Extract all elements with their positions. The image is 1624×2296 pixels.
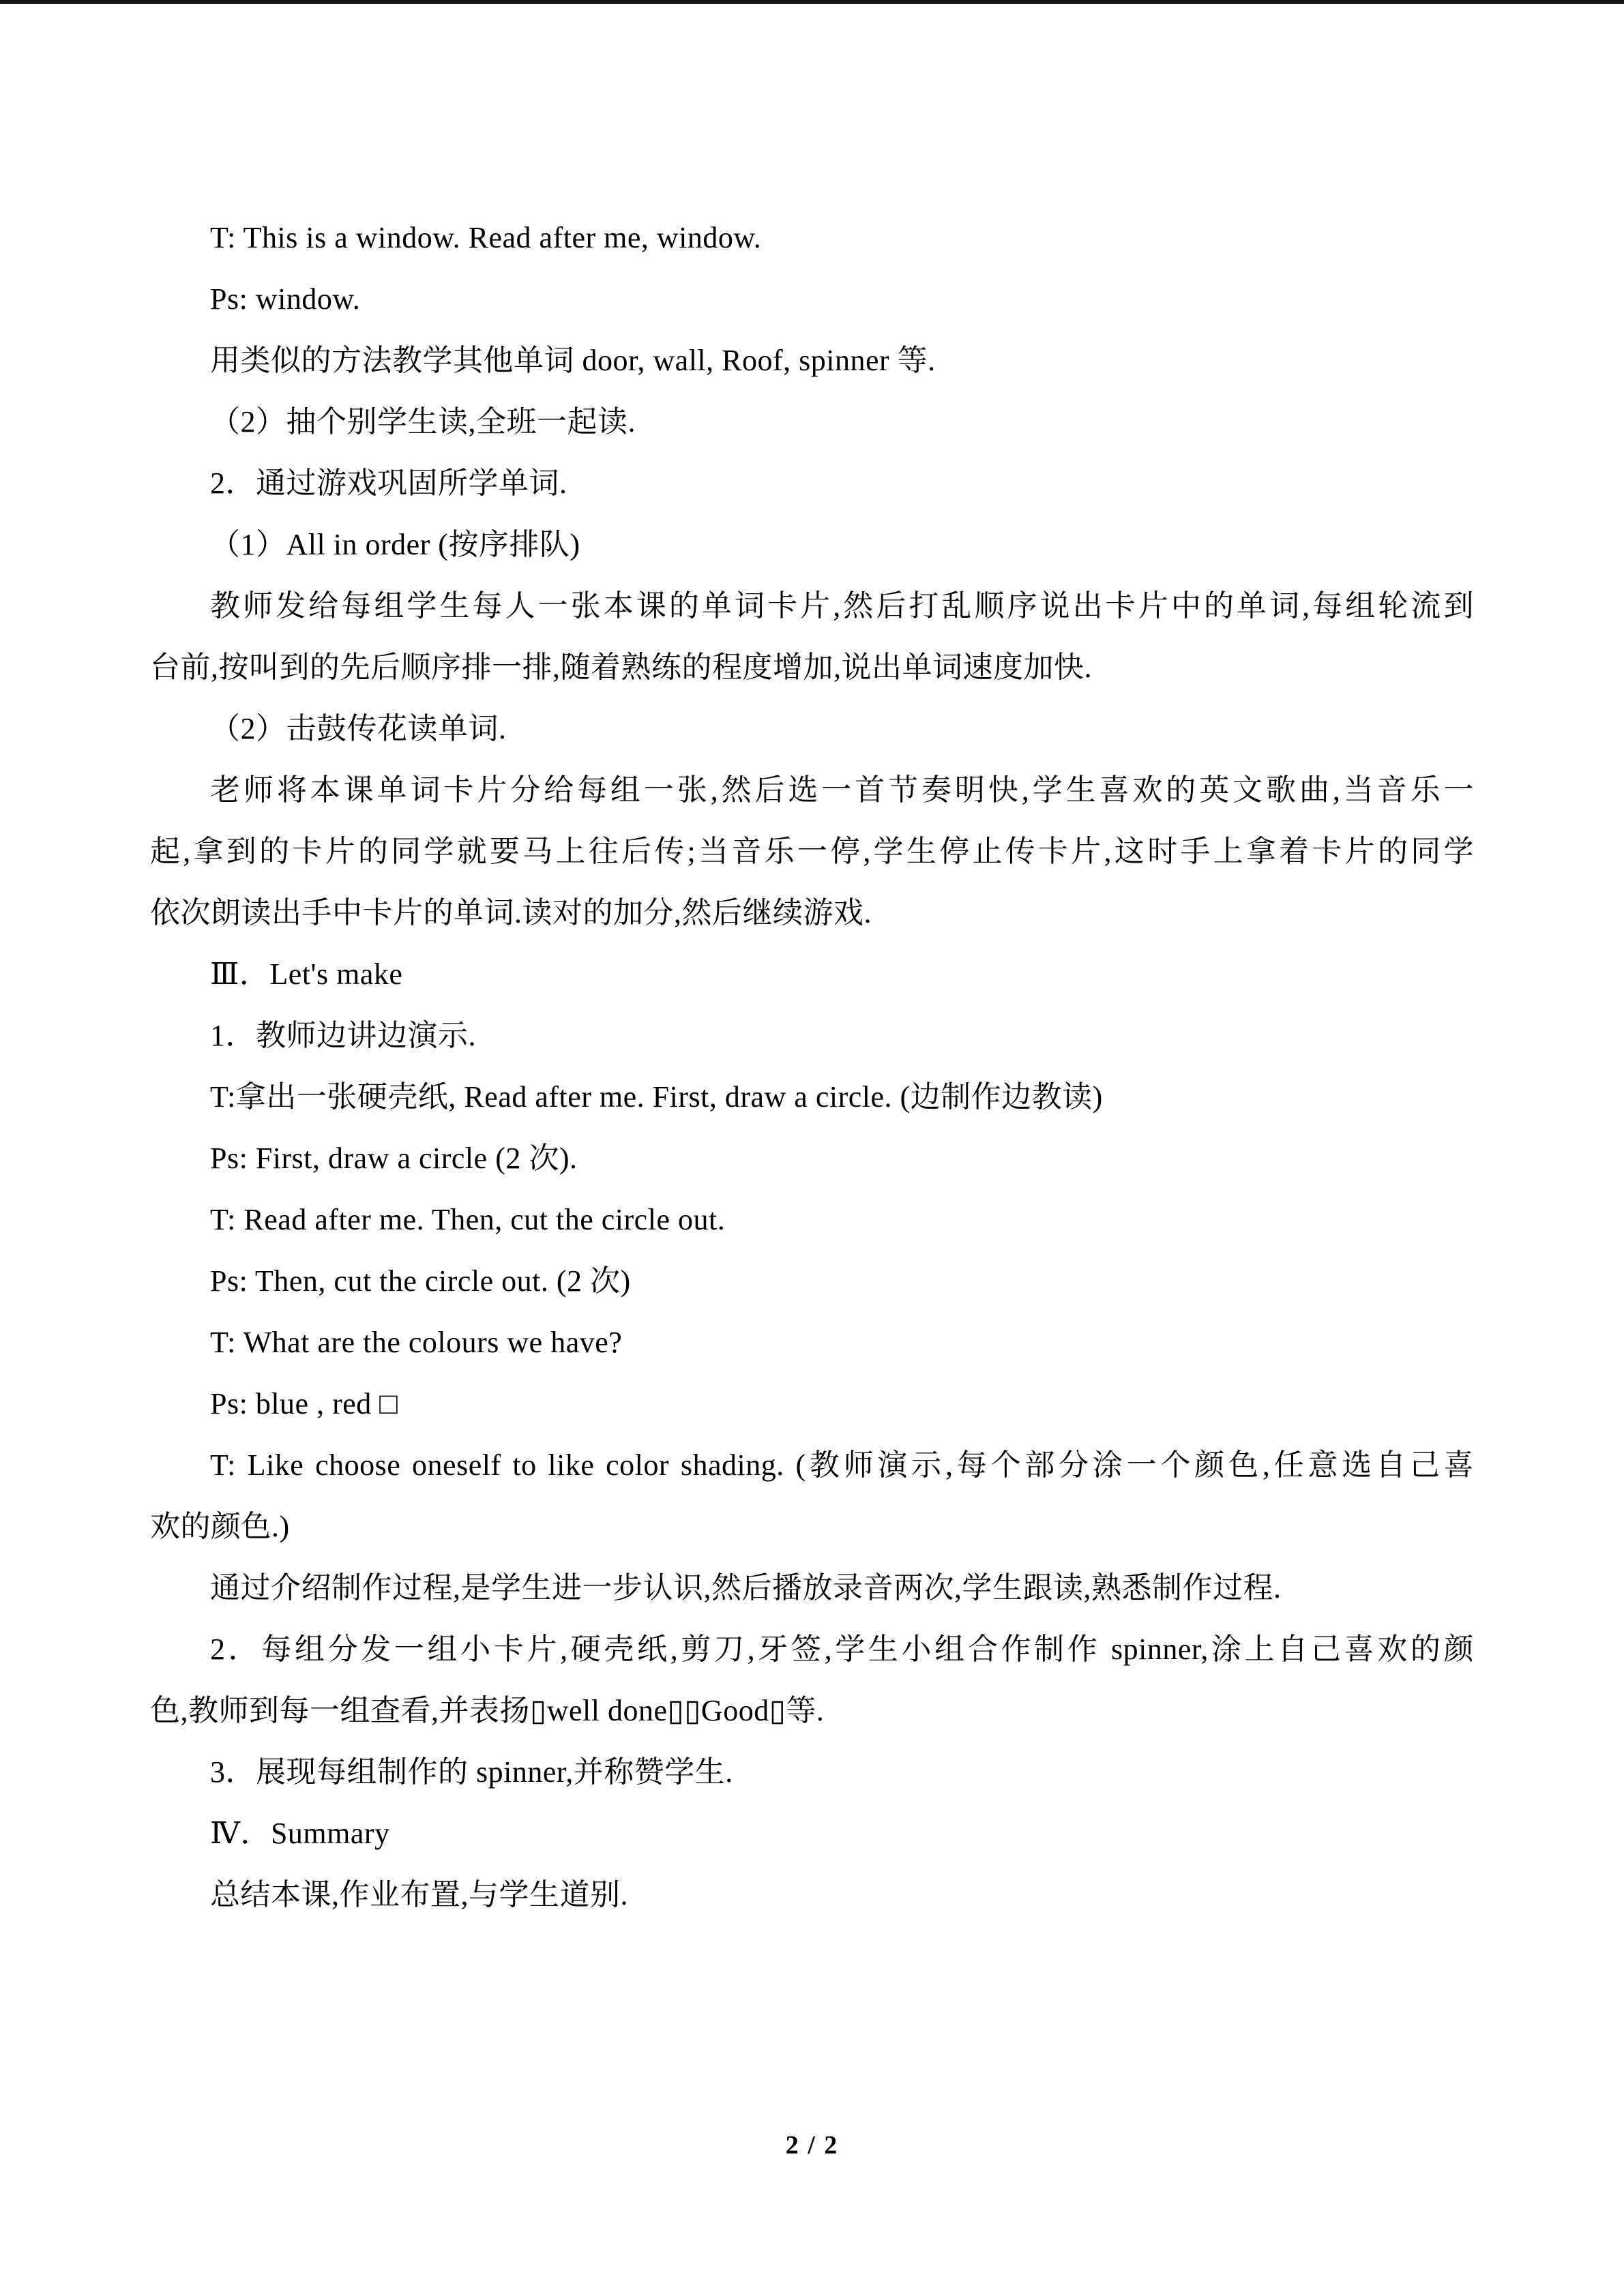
- text-line: 台前,按叫到的先后顺序排一排,随着熟练的程度增加,说出单词速度加快.: [150, 651, 1092, 684]
- text-line: （2）击鼓传花读单词.: [210, 712, 507, 745]
- text-line: 欢的颜色.): [150, 1510, 290, 1543]
- text-line: T:拿出一张硬壳纸, Read after me. First, draw a circle. (边制作边教读): [210, 1080, 1103, 1114]
- text-line: Ps: blue , red □: [210, 1387, 398, 1420]
- text-line: 2．通过游戏巩固所学单词.: [210, 466, 567, 500]
- text-line: 老师将本课单词卡片分给每组一张,然后选一首节奏明快,学生喜欢的英文歌曲,当音乐一: [210, 773, 1474, 807]
- text-line: 通过介绍制作过程,是学生进一步认识,然后播放录音两次,学生跟读,熟悉制作过程.: [210, 1571, 1282, 1605]
- text-line: 3．展现每组制作的 spinner,并称赞学生.: [210, 1755, 733, 1789]
- text-line: （2）抽个别学生读,全班一起读.: [210, 405, 636, 438]
- text-line: 色,教师到每一组查看,并表扬▯well done▯▯Good▯等.: [150, 1694, 825, 1727]
- text-line: Ⅳ．Summary: [210, 1817, 390, 1850]
- text-line: 起,拿到的卡片的同学就要马上往后传;当音乐一停,学生停止传卡片,这时手上拿着卡片的同学: [150, 835, 1474, 868]
- text-line: T: Like choose oneself to like color shading. (教师演示,每个部分涂一个颜色,任意选自己喜: [210, 1448, 1474, 1482]
- text-line: Ps: Then, cut the circle out. (2 次): [210, 1264, 631, 1298]
- text-line: 2．每组分发一组小卡片,硬壳纸,剪刀,牙签,学生小组合作制作 spinner,涂上自己喜欢的颜: [210, 1632, 1474, 1666]
- page-number: 2 / 2: [785, 2131, 839, 2160]
- text-line: 总结本课,作业布置,与学生道别.: [210, 1878, 628, 1911]
- text-line: T: What are the colours we have?: [210, 1326, 623, 1359]
- text-line: 1．教师边讲边演示.: [210, 1019, 476, 1052]
- document-body: [150, 207, 1474, 1926]
- text-line: 教师发给每组学生每人一张本课的单词卡片,然后打乱顺序说出卡片中的单词,每组轮流到: [210, 589, 1474, 623]
- text-line: （1）All in order (按序排队): [210, 528, 580, 561]
- text-line: Ps: First, draw a circle (2 次).: [210, 1142, 578, 1175]
- text-line: T: This is a window. Read after me, window.: [210, 221, 762, 254]
- page-top-border: [0, 0, 1624, 4]
- text-line: Ps: window.: [210, 282, 361, 316]
- text-line: 用类似的方法教学其他单词 door, wall, Roof, spinner 等.: [210, 344, 936, 377]
- text-line: Ⅲ．Let's make: [210, 957, 403, 991]
- text-line: 依次朗读出手中卡片的单词.读对的加分,然后继续游戏.: [150, 896, 872, 929]
- text-line: T: Read after me. Then, cut the circle out.: [210, 1203, 726, 1236]
